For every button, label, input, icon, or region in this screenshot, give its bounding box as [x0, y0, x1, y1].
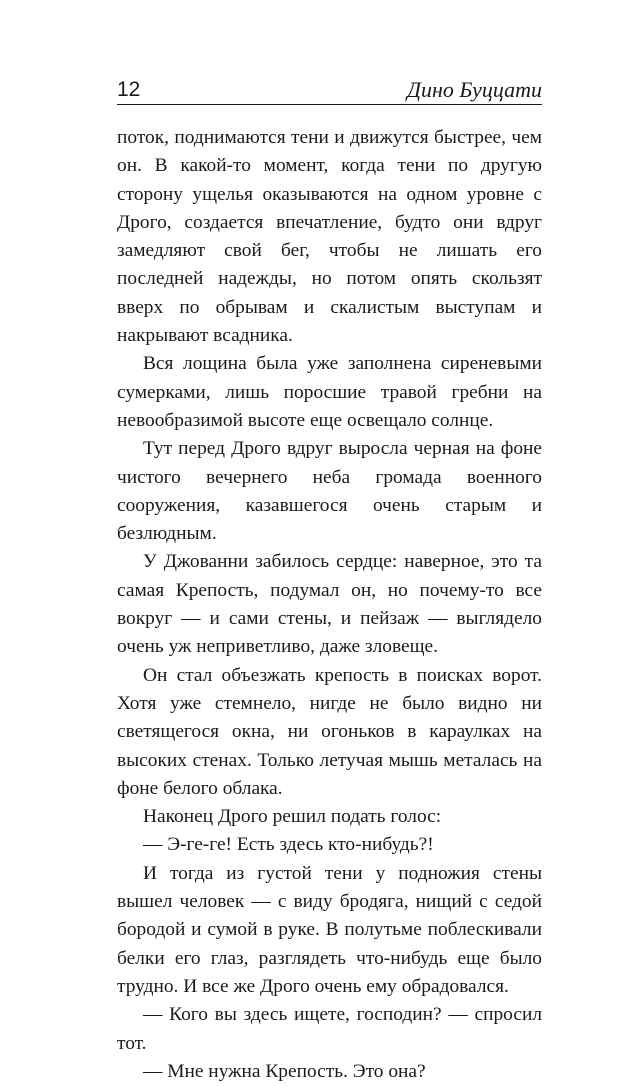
body-text — [117, 124, 542, 1086]
page-number: 12 — [117, 78, 141, 101]
paragraph: Он стал объезжать крепость в поисках ворот. Хотя уже стемнело, нигде не было видно ни светящегося окна, ни огоньков в караулках на высоких стенах. Только летучая мышь металась на фоне белого облака. — [117, 664, 542, 799]
paragraph: У Джованни забилось сердце: наверное, это та самая Крепость, подумал он, но почему-то все вокруг — и сами стены, и пейзаж — выглядело очень уж неприветливо, даже зловеще. — [117, 551, 542, 658]
paragraph: Вся лощина была уже заполнена сиреневыми сумерками, лишь поросшие травой гребни на невообразимой высоте еще освещало солнце. — [117, 353, 542, 431]
header-rule — [117, 104, 542, 105]
paragraph: Наконец Дрого решил подать голос: — [143, 806, 442, 828]
paragraph: И тогда из густой тени у подножия стены вышел человек — с виду бродяга, нищий с седой бородой и сумой в руке. В полутьме поблескивали белки его глаз, разглядеть что-нибудь еще было трудно. И все же Дрого очень ему обрадовался. — [117, 862, 542, 997]
paragraph: — Э-ге-ге! Есть здесь кто-нибудь?! — [143, 834, 434, 856]
paragraph: — Мне нужна Крепость. Это она? — [143, 1060, 426, 1082]
page-header — [117, 76, 542, 106]
paragraph: — Кого вы здесь ищете, господин? — спросил тот. — [117, 1004, 542, 1054]
running-title: Дино Буццати — [406, 77, 542, 102]
paragraph: Тут перед Дрого вдруг выросла черная на фоне чистого вечернего неба громада военного сооружения, казавшегося очень старым и безлюдным. — [117, 438, 542, 545]
paragraph: поток, поднимаются тени и движутся быстрее, чем он. В какой-то момент, когда тени по другую сторону ущелья оказываются на одном уровне с Дрого, создается впечатление, будто они вдруг замедляют свой бег, чтобы не лишать его последней надежды, но потом опять скользят вверх по обрывам и скалистым выступам и накрывают всадника. — [117, 127, 542, 347]
